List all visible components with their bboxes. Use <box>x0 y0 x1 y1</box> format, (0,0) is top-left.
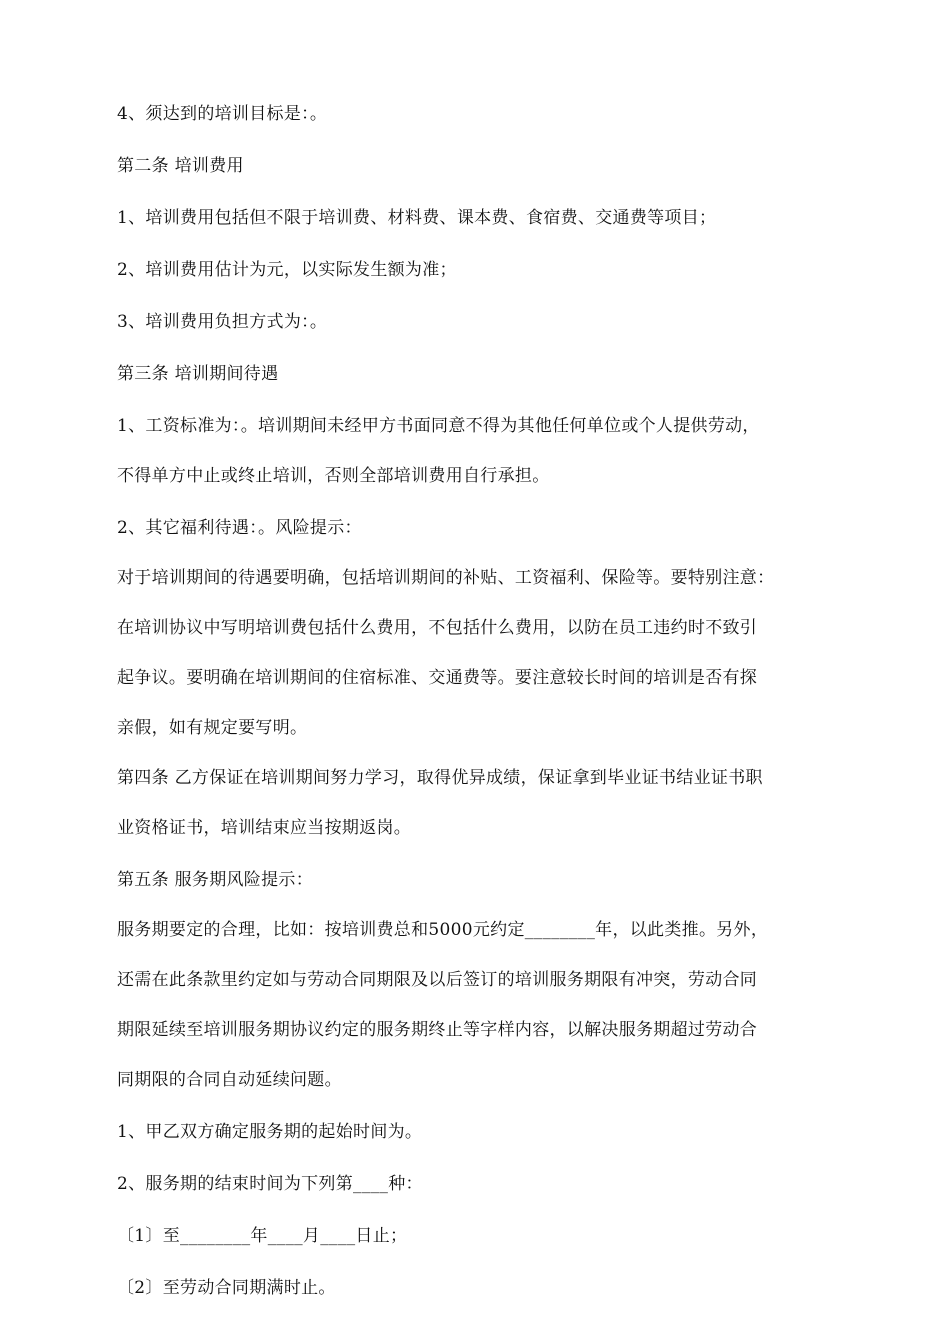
risk-note-line-2: 在培训协议中写明培训费包括什么费用，不包括什么费用，以防在员工违约时不致引 <box>117 618 758 638</box>
article-4-line-2: 业资格证书，培训结束应当按期返岗。 <box>117 818 412 838</box>
wage-standard-line-2: 不得单方中止或终止培训，否则全部培训费用自行承担。 <box>117 466 550 486</box>
training-fee-burden-line: 3、培训费用负担方式为：。 <box>117 312 328 332</box>
article-4-line-1: 第四条 乙方保证在培训期间努力学习，取得优异成绩，保证拿到毕业证书结业证书职 <box>117 768 763 788</box>
service-period-note-line-1: 服务期要定的合理，比如：按培训费总和5000元约定________年，以此类推。另外， <box>117 920 769 940</box>
training-fee-estimate-line: 2、培训费用估计为元，以实际发生额为准； <box>117 260 457 280</box>
training-goal-line: 4、须达到的培训目标是：。 <box>117 104 328 124</box>
service-end-line: 2、服务期的结束时间为下列第____种： <box>117 1174 423 1194</box>
article-5-heading: 第五条 服务期风险提示： <box>117 870 314 890</box>
service-end-option-1: 〔1〕至________年____月____日止； <box>117 1226 408 1246</box>
document-page <box>117 95 842 1307</box>
service-end-option-2: 〔2〕至劳动合同期满时止。 <box>117 1278 336 1298</box>
other-benefits-line: 2、其它福利待遇：。风险提示： <box>117 518 362 538</box>
service-period-note-line-2: 还需在此条款里约定如与劳动合同期限及以后签订的培训服务期限有冲突，劳动合同 <box>117 970 758 990</box>
article-2-heading: 第二条 培训费用 <box>117 156 244 176</box>
training-fee-scope-line: 1、培训费用包括但不限于培训费、材料费、课本费、食宿费、交通费等项目； <box>117 208 717 228</box>
risk-note-line-3: 起争议。要明确在培训期间的住宿标准、交通费等。要注意较长时间的培训是否有探 <box>117 668 758 688</box>
article-3-heading: 第三条 培训期间待遇 <box>117 364 279 384</box>
risk-note-line-4: 亲假，如有规定要写明。 <box>117 718 308 738</box>
service-period-note-line-4: 同期限的合同自动延续问题。 <box>117 1070 342 1090</box>
risk-note-line-1: 对于培训期间的待遇要明确，包括培训期间的补贴、工资福利、保险等。要特别注意： <box>117 568 775 588</box>
service-start-line: 1、甲乙双方确定服务期的起始时间为。 <box>117 1122 423 1142</box>
wage-standard-line-1: 1、工资标准为：。培训期间未经甲方书面同意不得为其他任何单位或个人提供劳动， <box>117 416 760 436</box>
service-period-note-line-3: 期限延续至培训服务期协议约定的服务期终止等字样内容，以解决服务期超过劳动合 <box>117 1020 758 1040</box>
